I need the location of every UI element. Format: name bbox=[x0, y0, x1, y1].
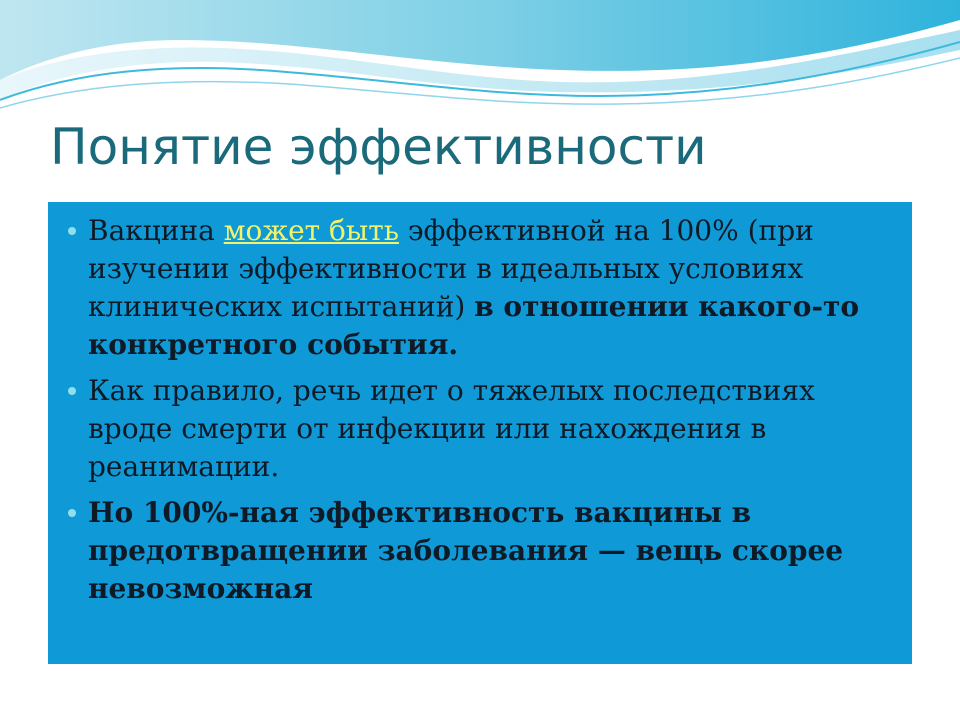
bullet-list bbox=[68, 212, 902, 608]
bullet-item-3 bbox=[68, 494, 902, 608]
bullet-item-1 bbox=[68, 212, 902, 364]
bullet-text: эффективной на 100% (при изучении эффективности в идеальных условиях клинических испытаний) bbox=[88, 214, 814, 323]
bullet-bold-text: в отношении какого-то конкретного события. bbox=[88, 290, 860, 361]
bullet-icon bbox=[68, 227, 76, 235]
bullet-bold-text: Но 100%-ная эффективность вакцины в предотвращении заболевания — вещь скорее невозможная bbox=[88, 496, 844, 605]
bullet-item-2 bbox=[68, 372, 902, 486]
bullet-text: Как правило, речь идет о тяжелых последствиях вроде смерти от инфекции или нахождения в реанимации. bbox=[88, 374, 815, 483]
bullet-icon bbox=[68, 509, 76, 517]
maybe-link[interactable]: может быть bbox=[223, 214, 399, 247]
decorative-wave-header bbox=[0, 0, 960, 120]
bullet-text: Вакцина bbox=[88, 214, 224, 247]
bullet-icon bbox=[68, 387, 76, 395]
content-box bbox=[48, 202, 912, 664]
slide-title: Понятие эффективности bbox=[50, 118, 707, 176]
